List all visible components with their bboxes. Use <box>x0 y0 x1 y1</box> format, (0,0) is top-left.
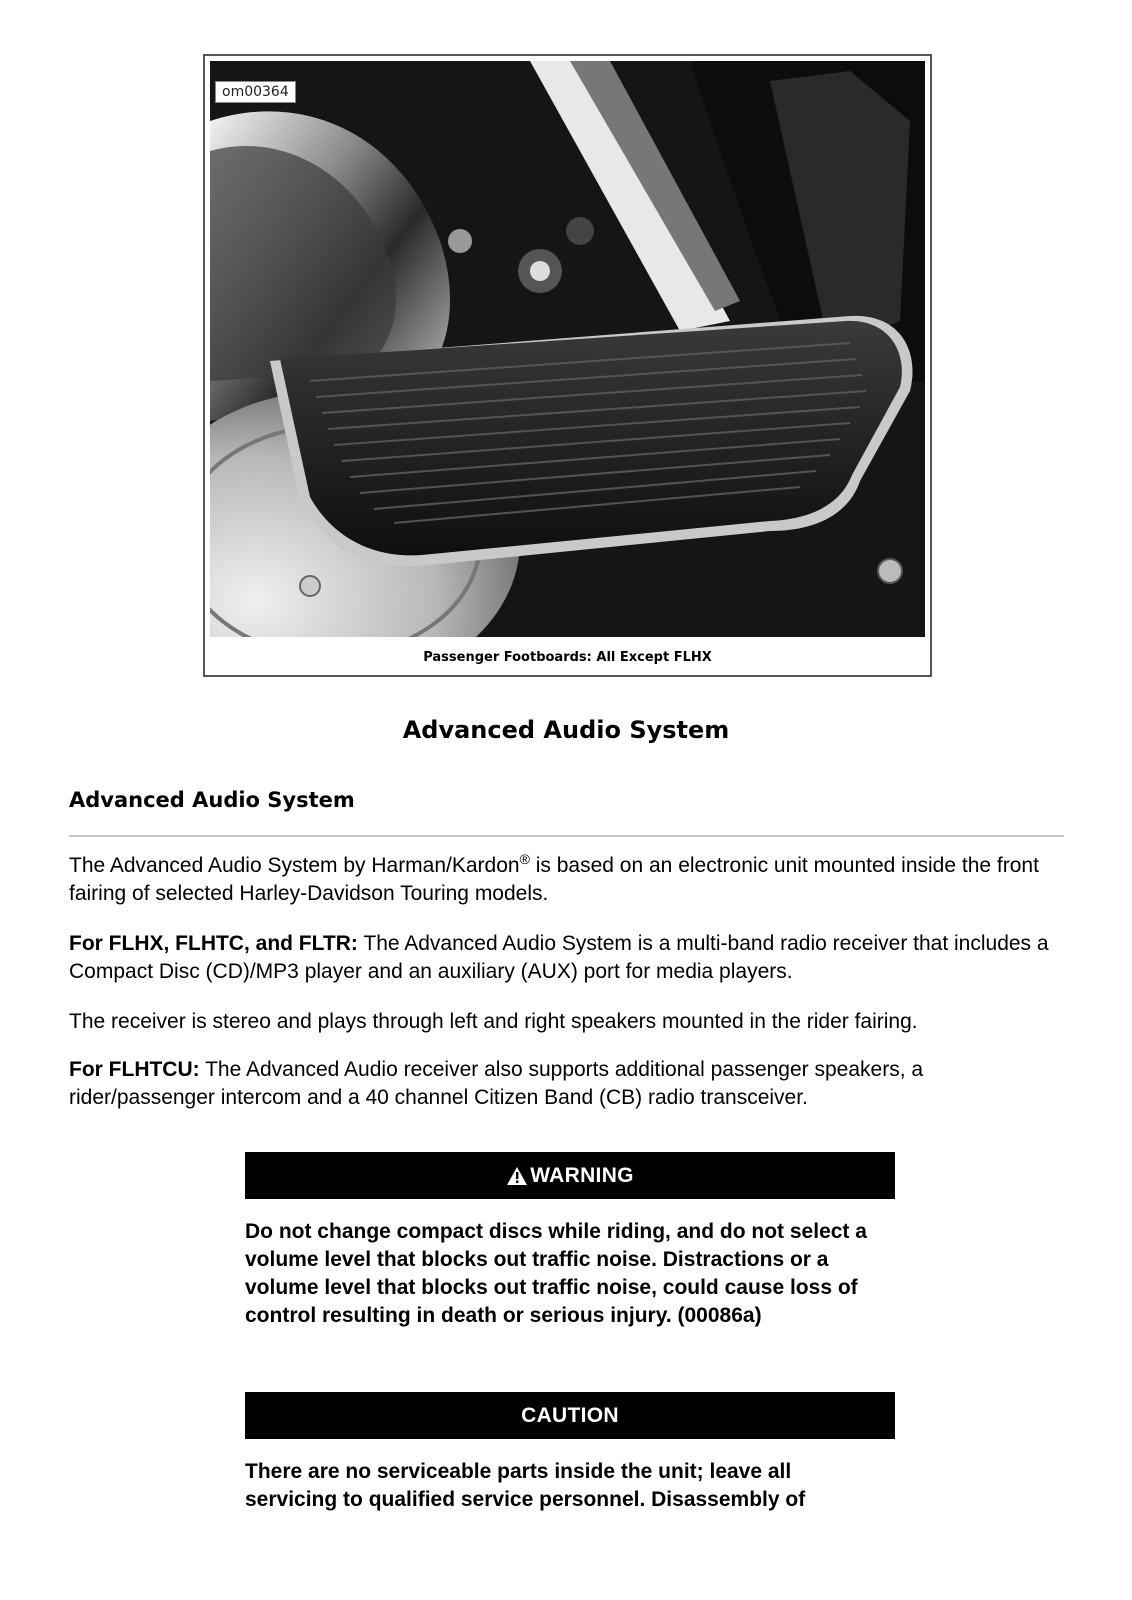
warning-text: Do not change compact discs while riding, and do not select a volume level that blocks out traffic noise. Distractions or a volume level that blocks out traffic noise, could cause loss of control resulting in death or serious injury. (00086a) <box>245 1220 867 1327</box>
registered-mark: ® <box>519 851 530 867</box>
figure-id-label: om00364 <box>215 81 296 103</box>
caution-banner <box>245 1392 895 1439</box>
paragraph-text-flhtcu: The Advanced Audio receiver also supports additional passenger speakers, a rider/passenger intercom and a 40 channel Citizen Band (CB) radio transceiver. <box>69 1058 924 1109</box>
section-divider <box>69 835 1064 837</box>
stereo-paragraph: The receiver is stereo and plays through left and right speakers mounted in the rider fairing. <box>69 1010 918 1033</box>
caution-text: There are no serviceable parts inside the unit; leave all servicing to qualified service personnel. Disassembly of <box>245 1460 806 1511</box>
warning-label: WARNING <box>530 1163 634 1187</box>
figure-photo <box>210 61 925 637</box>
page-title: Advanced Audio System <box>402 716 730 744</box>
models-flhx-flhtc-fltr-paragraph <box>69 930 1069 986</box>
paragraph-text-flhx: The Advanced Audio System is a multi-band radio receiver that includes a Compact Disc (CD)/MP3 player and an auxiliary (AUX) port for media players. <box>69 932 1049 983</box>
paragraph-lead-flhx: For FLHX, FLHTC, and FLTR: <box>69 932 358 955</box>
paragraph-lead-flhtcu: For FLHTCU: <box>69 1058 200 1081</box>
intro-text-start: The Advanced Audio System by Harman/Kardon <box>69 854 520 877</box>
caution-label: CAUTION <box>521 1403 619 1427</box>
intro-text-end: is based on an electronic unit mounted inside the front fairing of selected Harley-Davidson Touring models. <box>69 854 1039 905</box>
figure-caption: Passenger Footboards: All Except FLHX <box>423 650 712 665</box>
section-heading: Advanced Audio System <box>69 788 355 812</box>
warning-banner <box>245 1152 895 1199</box>
warning-triangle-icon <box>506 1166 528 1186</box>
footboard-photo-illustration <box>210 61 925 637</box>
models-flhtcu-paragraph <box>69 1056 1069 1112</box>
intro-paragraph <box>69 852 1069 908</box>
figure-footboard <box>203 54 932 677</box>
